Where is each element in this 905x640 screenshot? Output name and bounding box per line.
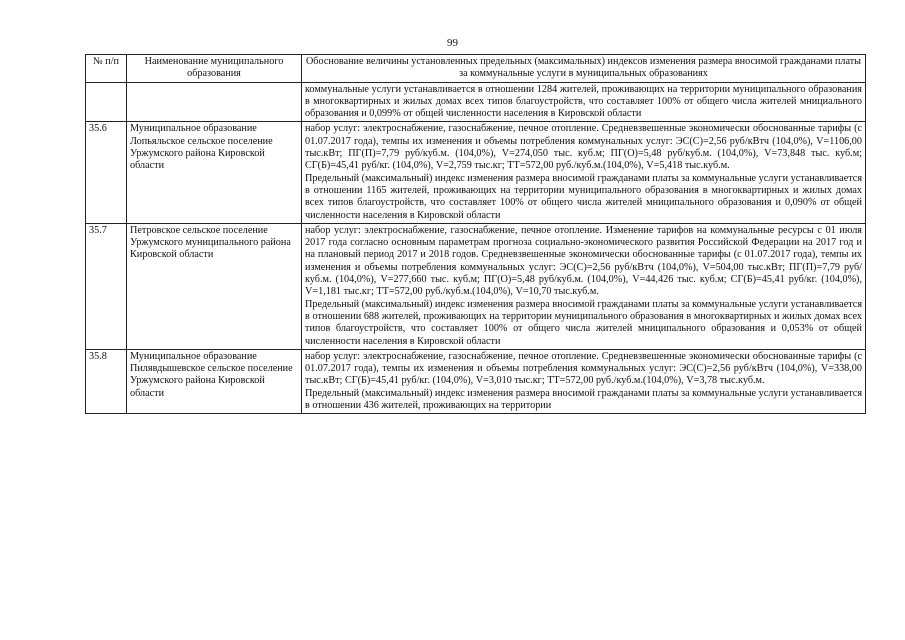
- index-paragraph: Предельный (максимальный) индекс изменения размера вносимой гражданами платы за коммунальные услуги устанавливается в отношении 436 жителей, проживающих на территории: [305, 387, 863, 412]
- table-row: [86, 349, 866, 413]
- index-paragraph: Предельный (максимальный) индекс изменения размера вносимой гражданами платы за коммунальные услуги устанавливается в отношении 1165 жителей, проживающих на территории муниципального образования в многоквартирных и жилых домах всех типов благоустройств, что составляет 100% от общего числа жителей мниципального образования и 0,090% от общей численности населения в Кировской области: [305, 172, 863, 221]
- row-number: 35.6: [86, 122, 127, 223]
- municipality-name: Муниципальное образование Лопьяльское сельское поселение Уржумского района Кировской области: [127, 122, 302, 223]
- tariff-table: [85, 54, 866, 414]
- justification-cell: [302, 223, 866, 349]
- header-municipality-name: Наименование муниципального образования: [127, 55, 302, 83]
- justification-cell: [302, 122, 866, 223]
- table-row-continuation: [86, 82, 866, 122]
- municipality-name: Муниципальное образование Пилявдышевское сельское поселение Уржумского района Кировской области: [127, 349, 302, 413]
- row-number: 35.8: [86, 349, 127, 413]
- table-row: [86, 223, 866, 349]
- services-paragraph: набор услуг: электроснабжение, газоснабжение, печное отопление. Изменение тарифов на коммунальные ресурсы с 01 июля 2017 года согласно основным параметрам прогноза социально-экономического развития Российской Федерации на 2017 год и на плановый период 2017 и 2018 годов. Средневзвешенные экономически обоснованные тарифы (с 01.07.2017 года), темпы их изменения и объемы потребления коммунальных услуг: ЭС(С)=2,56 руб/кВтч (104,0%), V=504,00 тыс.кВт; ПГ(П)=7,79 руб/куб.м. (104,0%), V=277,660 тыс. куб.м; ПГ(О)=5,48 руб/куб.м. (104,0%), V=44,426 тыс. куб.м; СГ(Б)=45,41 руб/кг. (104,0%), V=1,181 тыс.кг; ТТ=572,00 руб./куб.м.(104,0%), V=10,70 тыс.куб.м.: [305, 224, 862, 298]
- index-paragraph: Предельный (максимальный) индекс изменения размера вносимой гражданами платы за коммунальные услуги устанавливается в отношении 688 жителей, проживающих на территории муниципального образования в многоквартирных и жилых домах всех типов благоустройств, что составляет 100% от общего числа жителей мниципального образования и 0,053% от общей численности населения в Кировской области: [305, 298, 863, 347]
- table-header-row: [86, 55, 866, 83]
- services-paragraph: набор услуг: электроснабжение, газоснабжение, печное отопление. Средневзвешенные экономически обоснованные тарифы (с 01.07.2017 года), темпы их изменения и объемы потребления коммунальных услуг: ЭС(С)=2,56 руб/кВтч (104,0%), V=338,00 тыс.кВт; СГ(Б)=45,41 руб/кг. (104,0%), V=3,010 тыс.кг; ТТ=572,00 руб./куб.м.(104,0%), V=3,78 тыс.куб.м.: [305, 350, 862, 387]
- services-paragraph: набор услуг: электроснабжение, газоснабжение, печное отопление. Средневзвешенные экономически обоснованные тарифы (с 01.07.2017 года), темпы их изменения и объемы потребления коммунальных услуг: ЭС(С)=2,56 руб/кВтч (104,0%), V=1106,00 тыс.кВт; ПГ(П)=7,79 руб/куб.м. (104,0%), V=274,050 тыс. куб.м; ПГ(О)=5,48 руб/куб.м. (104,0%), V=73,848 тыс. куб.м; СГ(Б)=45,41 руб/кг. (104,0%), V=2,759 тыс.кг; ТТ=572,00 руб./куб.м.(104,0%), V=5,418 тыс.куб.м.: [305, 123, 862, 172]
- row-number: 35.7: [86, 223, 127, 349]
- page-number: 99: [447, 37, 458, 49]
- header-number: № п/п: [86, 55, 127, 83]
- cell-empty: [127, 82, 302, 122]
- cell-empty: [86, 82, 127, 122]
- table-row: [86, 122, 866, 223]
- header-justification-text: Обоснование величины установленных предельных (максимальных) индексов изменения размера вносимой гражданами платы за коммунальные услуги в муниципальных образованиях: [305, 56, 862, 80]
- justification-cell: [302, 349, 866, 413]
- continuation-text: коммунальные услуги устанавливается в отношении 1284 жителей, проживающих на территории муниципального образования в многоквартирных и жилых домах всех типов благоустройств, что составляет 100% от общего числа жителей мнициального образования и 0,099% от общей численности населения в Кировской области: [302, 82, 866, 122]
- header-justification: [302, 55, 866, 83]
- municipality-name: Петровское сельское поселение Уржумского муниципального района Кировской области: [127, 223, 302, 349]
